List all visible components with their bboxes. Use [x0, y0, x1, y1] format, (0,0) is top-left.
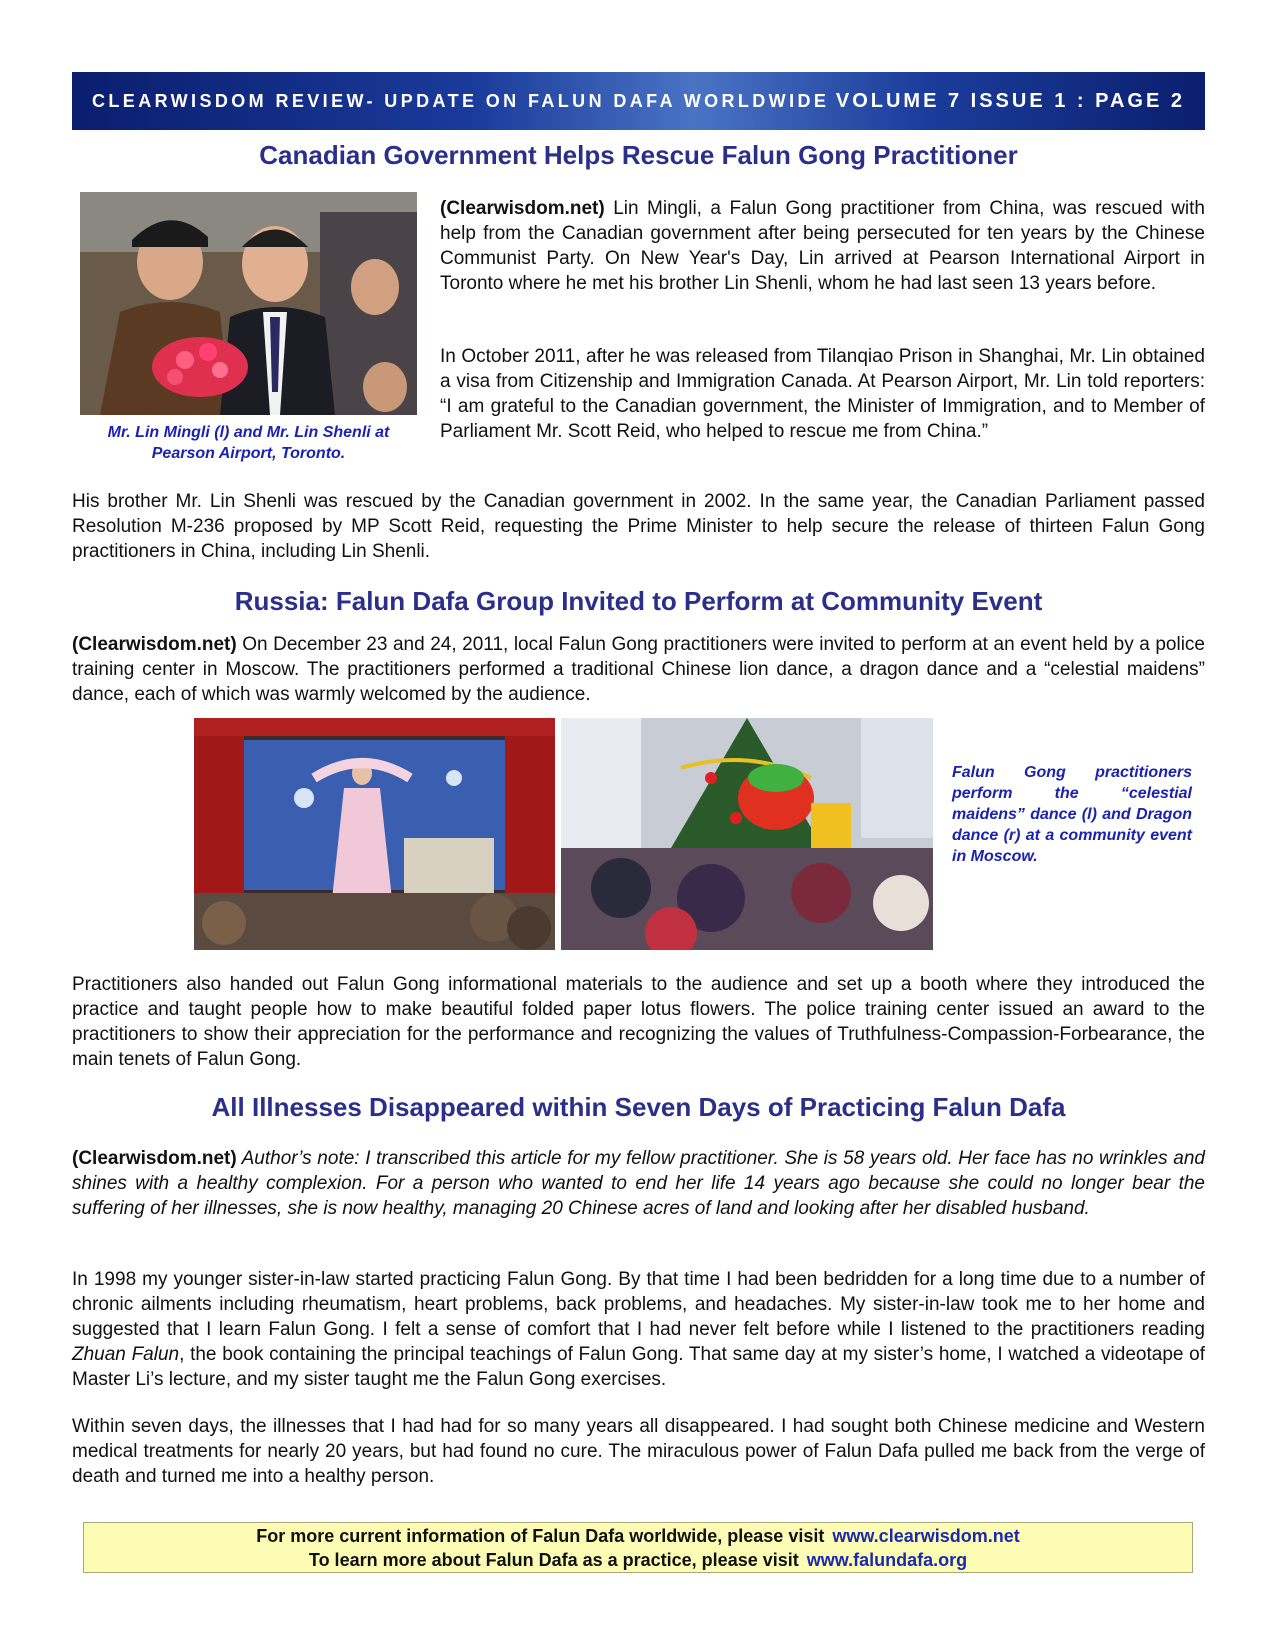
- source-label: (Clearwisdom.net): [440, 198, 605, 219]
- header-banner: [72, 72, 1205, 130]
- paragraph-text: On December 23 and 24, 2011, local Falun Gong practitioners were invited to perform at an event held by a police training center in Moscow. The practitioners performed a traditional Chinese lion dance, a dragon dance and a “celestial maidens” dance, each of which was warmly welcomed by the audience.: [72, 634, 1205, 705]
- article-paragraph: His brother Mr. Lin Shenli was rescued by the Canadian government in 2002. In the same year, the Canadian Parliament passed Resolution M-236 proposed by MP Scott Reid, requesting the Prime Minister to help secure the release of thirteen Falun Gong practitioners in China, including Lin Shenli.: [72, 491, 1205, 562]
- article-paragraph: [72, 632, 1205, 707]
- photo-dragon-dance: [561, 718, 933, 950]
- photo-caption: Mr. Lin Mingli (l) and Mr. Lin Shenli at Pearson Airport, Toronto.: [107, 424, 390, 462]
- article-paragraph: Practitioners also handed out Falun Gong informational materials to the audience and set up a booth where they introduced the practice and taught people how to make beautiful folded paper lotus flowers. The police training center issued an award to the practitioners to show their appreciation for the performance and recognizing the values of Truthfulness-Compassion-Forbearance, the main tenets of Falun Gong.: [72, 974, 1205, 1070]
- article-title: Russia: Falun Dafa Group Invited to Perform at Community Event: [234, 586, 1043, 616]
- paragraph-text: , the book containing the principal teachings of Falun Gong. That same day at my sister’s home, I watched a videotape of Master Li’s lecture, and my sister taught me the Falun Gong exercises.: [72, 1344, 1206, 1390]
- publication-title: CLEARWISDOM REVIEW- UPDATE ON FALUN DAFA WORLDWIDE: [92, 90, 830, 111]
- falundafa-link[interactable]: www.falundafa.org: [806, 1550, 968, 1570]
- article-title: All Illnesses Disappeared within Seven Days of Practicing Falun Dafa: [211, 1092, 1066, 1122]
- footer-line: [84, 1524, 1192, 1548]
- source-label: (Clearwisdom.net): [72, 634, 237, 655]
- paragraph-text: In 1998 my younger sister-in-law started practicing Falun Gong. By that time I had been bedridden for a long time due to a number of chronic ailments including rheumatism, heart problems, back problems, and headaches. My sister-in-law took me to her home and suggested that I learn Falun Gong. I felt a sense of comfort that I had never felt before while I listened to the practitioners reading: [72, 1269, 1205, 1340]
- article-paragraph: [72, 1267, 1205, 1392]
- clearwisdom-link[interactable]: www.clearwisdom.net: [832, 1526, 1020, 1546]
- photo-celestial-maidens-dance: [194, 718, 555, 950]
- photo-caption: Falun Gong practitioners perform the “celestial maidens” dance (l) and Dragon dance (r) at a community event in Moscow.: [952, 764, 1192, 865]
- issue-page-label: VOLUME 7 ISSUE 1 : PAGE 2: [835, 89, 1185, 112]
- footer-text: To learn more about Falun Dafa as a practice, please visit: [308, 1550, 799, 1570]
- article-title: Canadian Government Helps Rescue Falun Gong Practitioner: [259, 140, 1018, 170]
- article-paragraph: Within seven days, the illnesses that I had had for so many years all disappeared. I had sought both Chinese medicine and Western medical treatments for nearly 20 years, but had found no cure. The miraculous power of Falun Dafa pulled me back from the verge of death and turned me into a healthy person.: [72, 1416, 1205, 1487]
- paragraph-text: Lin Mingli, a Falun Gong practitioner from China, was rescued with help from the Canadian government after being persecuted for ten years by the Chinese Communist Party. On New Year's Day, Lin arrived at Pearson International Airport in Toronto where he met his brother Lin Shenli, whom he had last seen 13 years before.: [440, 198, 1205, 294]
- source-label: (Clearwisdom.net): [72, 1148, 237, 1169]
- authors-note: Author’s note: I transcribed this article for my fellow practitioner. She is 58 years old. Her face has no wrinkles and shines with a healthy complexion. For a person who wanted to end her life 14 years ago because she could no longer bear the suffering of her illnesses, she is now healthy, managing 20 Chinese acres of land and looking after her disabled husband.: [72, 1148, 1205, 1219]
- footer-info-box: [83, 1522, 1193, 1573]
- photo-brothers-airport: [80, 192, 417, 415]
- book-title: Zhuan Falun: [72, 1344, 180, 1365]
- article-paragraph: [72, 1146, 1205, 1221]
- footer-line: [84, 1548, 1192, 1572]
- article-paragraph: In October 2011, after he was released from Tilanqiao Prison in Shanghai, Mr. Lin obtained a visa from Citizenship and Immigration Canada. At Pearson Airport, Mr. Lin told reporters: “I am grateful to the Canadian government, the Minister of Immigration, and to Member of Parliament Mr. Scott Reid, who helped to rescue me from China.”: [440, 346, 1205, 442]
- article-paragraph: [440, 196, 1205, 296]
- footer-text: For more current information of Falun Dafa worldwide, please visit: [256, 1526, 825, 1546]
